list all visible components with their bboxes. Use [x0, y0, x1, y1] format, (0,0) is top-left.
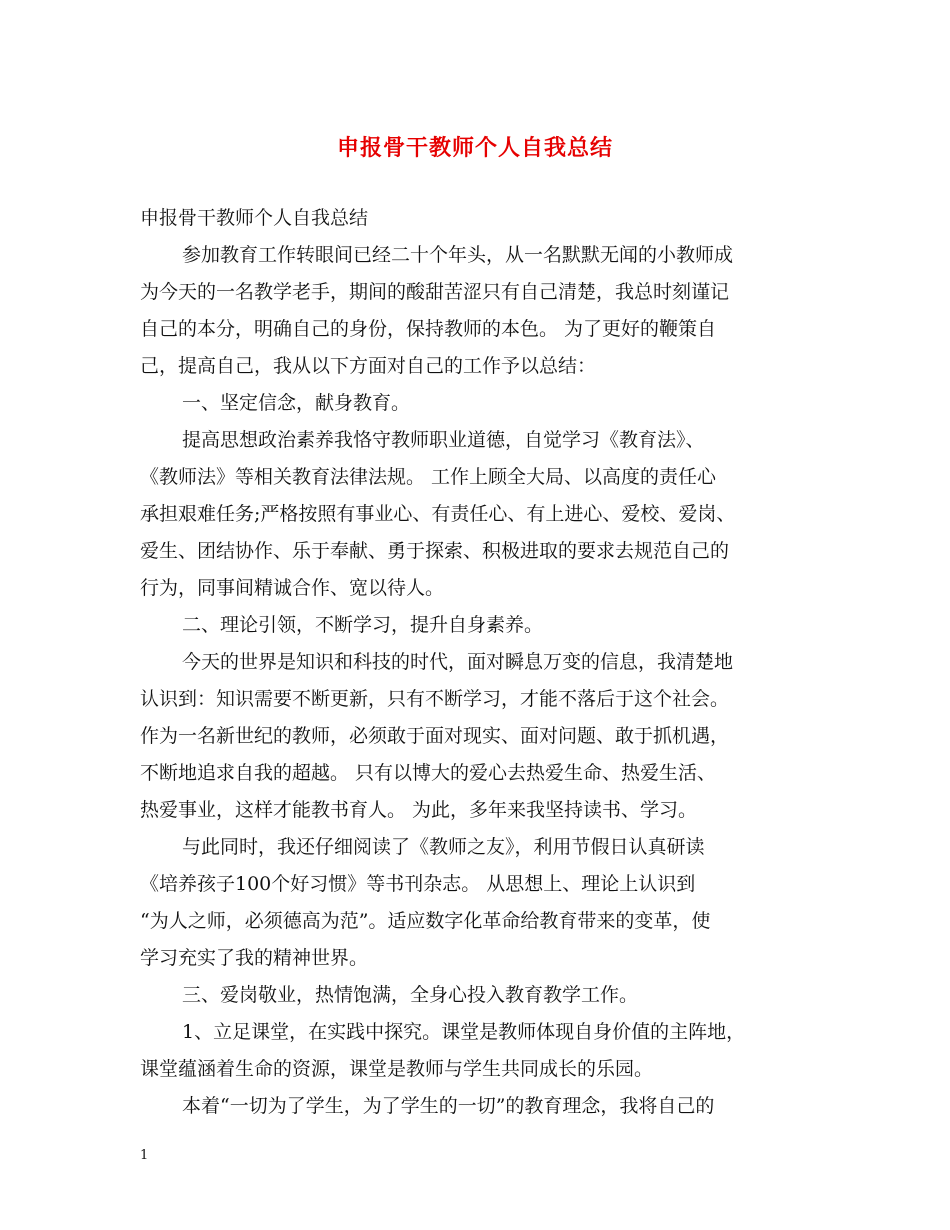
- text-line: 与此同时，我还仔细阅读了《教师之友》，利用节假日认真研读: [182, 836, 705, 858]
- text-line: 《培养孩子100个好习惯》等书刊杂志。 从思想上、理论上认识到: [140, 873, 696, 895]
- text-line: 不断地追求自我的超越。 只有以博大的爱心去热爱生命、热爱生活、: [140, 762, 717, 784]
- text-line: 己，提高自己，我从以下方面对自己的工作予以总结：: [140, 355, 597, 377]
- document-body: [140, 200, 830, 1125]
- text-line: 学习充实了我的精神世界。: [140, 947, 369, 969]
- text-line: 参加教育工作转眼间已经二十个年头，从一名默默无闻的小教师成: [182, 244, 734, 266]
- text-line: 提高思想政治素养我恪守教师职业道德，自觉学习《教育法》、: [182, 429, 705, 451]
- text-line: 本着“一切为了学生，为了学生的一切”的教育理念，我将自己的: [182, 1095, 715, 1117]
- text-line: “为人之师，必须德高为范”。适应数字化革命给教育带来的变革，使: [140, 910, 711, 932]
- document-title: 申报骨干教师个人自我总结: [336, 135, 613, 161]
- section-heading: 一、坚定信念，献身教育。: [182, 392, 411, 414]
- page-number: 1: [140, 1148, 149, 1163]
- text-line: 热爱事业，这样才能教书育人。 为此，多年来我坚持读书、学习。: [140, 799, 698, 821]
- text-line: 作为一名新世纪的教师，必须敢于面对现实、面对问题、敢于抓机遇，: [140, 725, 730, 747]
- section-heading: 三、爱岗敬业，热情饱满，全身心投入教育教学工作。: [182, 984, 639, 1006]
- text-line: 认识到：知识需要不断更新，只有不断学习，才能不落后于这个社会。: [140, 688, 730, 710]
- text-line: 爱生、团结协作、乐于奉献、勇于探索、积极进取的要求去规范自己的: [140, 540, 730, 562]
- text-line: 今天的世界是知识和科技的时代，面对瞬息万变的信息，我清楚地: [182, 651, 734, 673]
- text-line: 行为，同事间精诚合作、宽以待人。: [140, 577, 445, 599]
- text-line: 自己的本分，明确自己的身份，保持教师的本色。 为了更好的鞭策自: [140, 318, 717, 340]
- section-heading: 二、理论引领，不断学习，提升自身素养。: [182, 614, 544, 636]
- text-line: 为今天的一名教学老手，期间的酸甜苦涩只有自己清楚，我总时刻谨记: [140, 281, 730, 303]
- text-line: 承担艰难任务;严格按照有事业心、有责任心、有上进心、爱校、爱岗、: [140, 503, 736, 525]
- text-line: 课堂蕴涵着生命的资源，课堂是教师与学生共同成长的乐园。: [140, 1058, 654, 1080]
- text-line: 《教师法》等相关教育法律法规。 工作上顾全大局、以高度的责任心: [140, 466, 717, 488]
- text-line: 1、立足课堂，在实践中探究。课堂是教师体现自身价值的主阵地，: [182, 1021, 746, 1043]
- text-line: 申报骨干教师个人自我总结: [140, 207, 369, 229]
